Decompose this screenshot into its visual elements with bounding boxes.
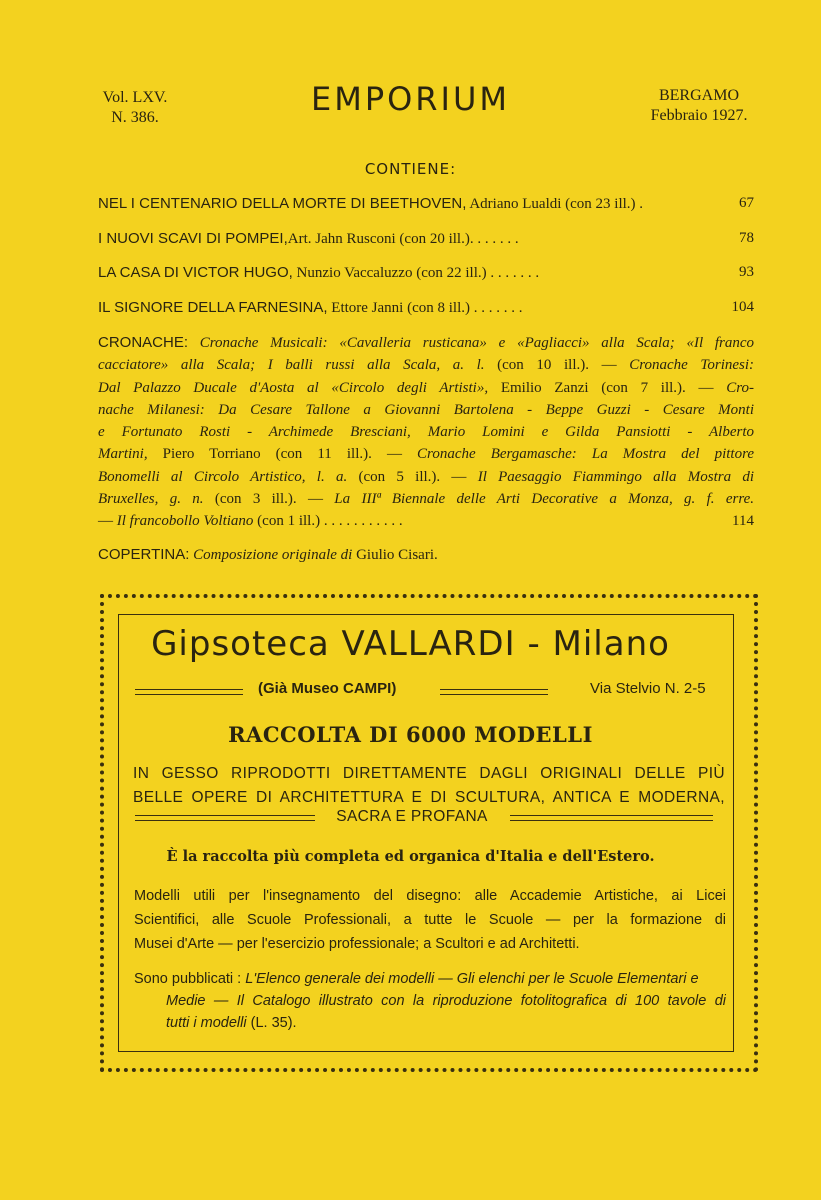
volume-number: Vol. LXV. — [102, 89, 168, 106]
cronache-text: Emilio Zanzi (con 7 ill.). — — [500, 379, 714, 396]
ad-publications-line — [134, 1012, 726, 1034]
ad-publications-text: L'Elenco generale dei modelli — Gli elenchi per le Scuole Elementari e — [245, 971, 699, 987]
place-date — [640, 86, 758, 126]
cronache-text: Bonomelli al Circolo Artistico, l. a. — [98, 468, 348, 485]
toc-entry-page: 93 — [739, 264, 754, 280]
toc-entry — [98, 264, 754, 286]
ad-title: Gipsoteca VALLARDI - Milano — [151, 624, 670, 664]
copertina-author: Giulio Cisari. — [356, 547, 438, 563]
ad-description-line: Scientifici, alle Scuole Professionali, a tutte le Scuole — per la formazione di — [134, 912, 726, 928]
cronache-line — [98, 443, 754, 465]
toc-entry-title: IL SIGNORE DELLA FARNESINA, — [98, 299, 328, 316]
ad-publications — [134, 968, 726, 1034]
cronache-section — [98, 332, 754, 533]
cronache-line — [98, 421, 754, 443]
cronache-line — [98, 332, 754, 354]
copertina-line — [98, 546, 438, 564]
cronache-line — [98, 488, 754, 510]
cronache-text: Cro- — [726, 379, 754, 396]
cronache-line — [98, 399, 754, 421]
cronache-text: — — [98, 513, 117, 530]
copertina-text: Composizione originale di — [193, 547, 353, 563]
ad-description-line: Modelli utili per l'insegnamento del disegno: alle Accademie Artistiche, ai Licei — [134, 888, 726, 904]
ad-publications-text: (L. 35). — [246, 1015, 297, 1031]
toc-entry-page: 114 — [732, 513, 754, 530]
cronache-text: nache Milanesi: Da Cesare Tallone a Giovanni Bartolena - Beppe Guzzi - Cesare Monti — [98, 401, 754, 418]
cronache-text: Piero Torriano (con 11 ill.). — — [162, 446, 402, 463]
ad-description — [134, 884, 726, 956]
cronache-text: «Cavalleria rusticana» e «Pagliacci» alla Scala; «Il franco — [339, 335, 754, 351]
cronache-line — [98, 510, 754, 532]
cronache-text: (con 1 ill.) . . . . . . . . . . . — [253, 513, 403, 530]
cronache-text: Martini, — [98, 446, 148, 463]
toc-entry-author: Nunzio Vaccaluzzo (con 22 ill.) . . . . . . . — [292, 265, 540, 281]
cronache-text: (con 5 ill.). — — [358, 468, 467, 485]
ad-museo: (Già Museo CAMPI) — [258, 680, 397, 697]
toc-entry-page: 78 — [739, 230, 754, 246]
cronache-text: La IIIª Biennale delle Arti Decorative a Monza, g. f. erre. — [334, 491, 754, 508]
cronache-text: Dal Palazzo Ducale d'Aosta al «Circolo degli Artisti», — [98, 379, 489, 396]
toc-entry — [98, 230, 754, 252]
ad-publications-line — [134, 968, 726, 990]
issue-date: Febbraio 1927. — [650, 107, 748, 124]
cronache-line — [98, 377, 754, 399]
cronache-text: Bruxelles, g. n. — [98, 491, 204, 508]
toc-entry-author: Ettore Janni (con 8 ill.) . . . . . . . — [327, 300, 523, 316]
copertina-label: COPERTINA: — [98, 546, 190, 563]
toc-entry-page: 104 — [731, 299, 754, 315]
cronache-text: cacciatore» alla Scala; I balli russi alla Scala, a. l. — [98, 357, 485, 374]
cronache-text: Il francobollo Voltiano — [116, 513, 254, 530]
cronache-text: Cronache Torinesi: — [629, 357, 754, 374]
ad-gesso-line: BELLE OPERE DI ARCHITETTURA E DI SCULTURA, ANTICA E MODERNA, — [133, 789, 725, 806]
ad-publications-text: Medie — Il Catalogo illustrato con la riproduzione fotolitografica di 100 tavole di — [166, 993, 726, 1009]
cronache-line — [98, 466, 754, 488]
toc-entry-title: I NUOVI SCAVI DI POMPEI, — [98, 230, 288, 247]
ad-publications-label: Sono pubblicati : — [134, 971, 242, 987]
cronache-label: CRONACHE: — [98, 334, 189, 351]
ad-publications-line — [134, 990, 726, 1012]
toc-entry — [98, 299, 754, 321]
divider — [135, 815, 315, 821]
cronache-text: (con 10 ill.). — — [497, 357, 617, 374]
toc-entry-title: LA CASA DI VICTOR HUGO, — [98, 264, 293, 281]
toc-entry-title: NEL I CENTENARIO DELLA MORTE DI BEETHOVEN, — [98, 195, 467, 212]
toc-entry — [98, 195, 754, 217]
cronache-text: e Fortunato Rosti - Archimede Bresciani, Mario Lomini e Gilda Pansiotti - Alberto — [98, 424, 754, 441]
ad-gesso-line: SACRA E PROFANA — [336, 808, 488, 825]
ad-description-line: Musei d'Arte — per l'esercizio professionale; a Scultori e ad Architetti. — [134, 936, 580, 952]
magazine-title: EMPORIUM — [310, 80, 510, 118]
contents-heading: CONTIENE: — [364, 160, 457, 178]
cronache-text: Cronache Bergamasche: La Mostra del pittore — [417, 446, 754, 463]
cronache-text: Il Paesaggio Fiammingo alla Mostra di — [477, 468, 754, 485]
toc-entry-page: 67 — [739, 195, 754, 211]
city: BERGAMO — [658, 87, 739, 104]
ad-headline: RACCOLTA DI 6000 MODELLI — [228, 722, 593, 747]
cronache-line — [98, 354, 754, 376]
cronache-text: Cronache Musicali: — [199, 335, 328, 351]
ad-publications-text: tutti i modelli — [166, 1015, 247, 1031]
ad-address: Via Stelvio N. 2-5 — [590, 680, 706, 697]
divider — [510, 815, 713, 821]
toc-entry-author: Adriano Lualdi (con 23 ill.) . — [466, 196, 644, 212]
ad-tagline: È la raccolta più completa ed organica d'Italia e dell'Estero. — [166, 848, 655, 865]
divider — [440, 689, 548, 695]
divider — [135, 689, 243, 695]
cronache-text: (con 3 ill.). — — [214, 491, 323, 508]
issue-number: N. 386. — [111, 109, 159, 126]
ad-gesso-line: IN GESSO RIPRODOTTI DIRETTAMENTE DAGLI ORIGINALI DELLE PIÙ — [133, 765, 725, 782]
toc-entry-author: Art. Jahn Rusconi (con 20 ill.). . . . . . . — [287, 231, 519, 247]
